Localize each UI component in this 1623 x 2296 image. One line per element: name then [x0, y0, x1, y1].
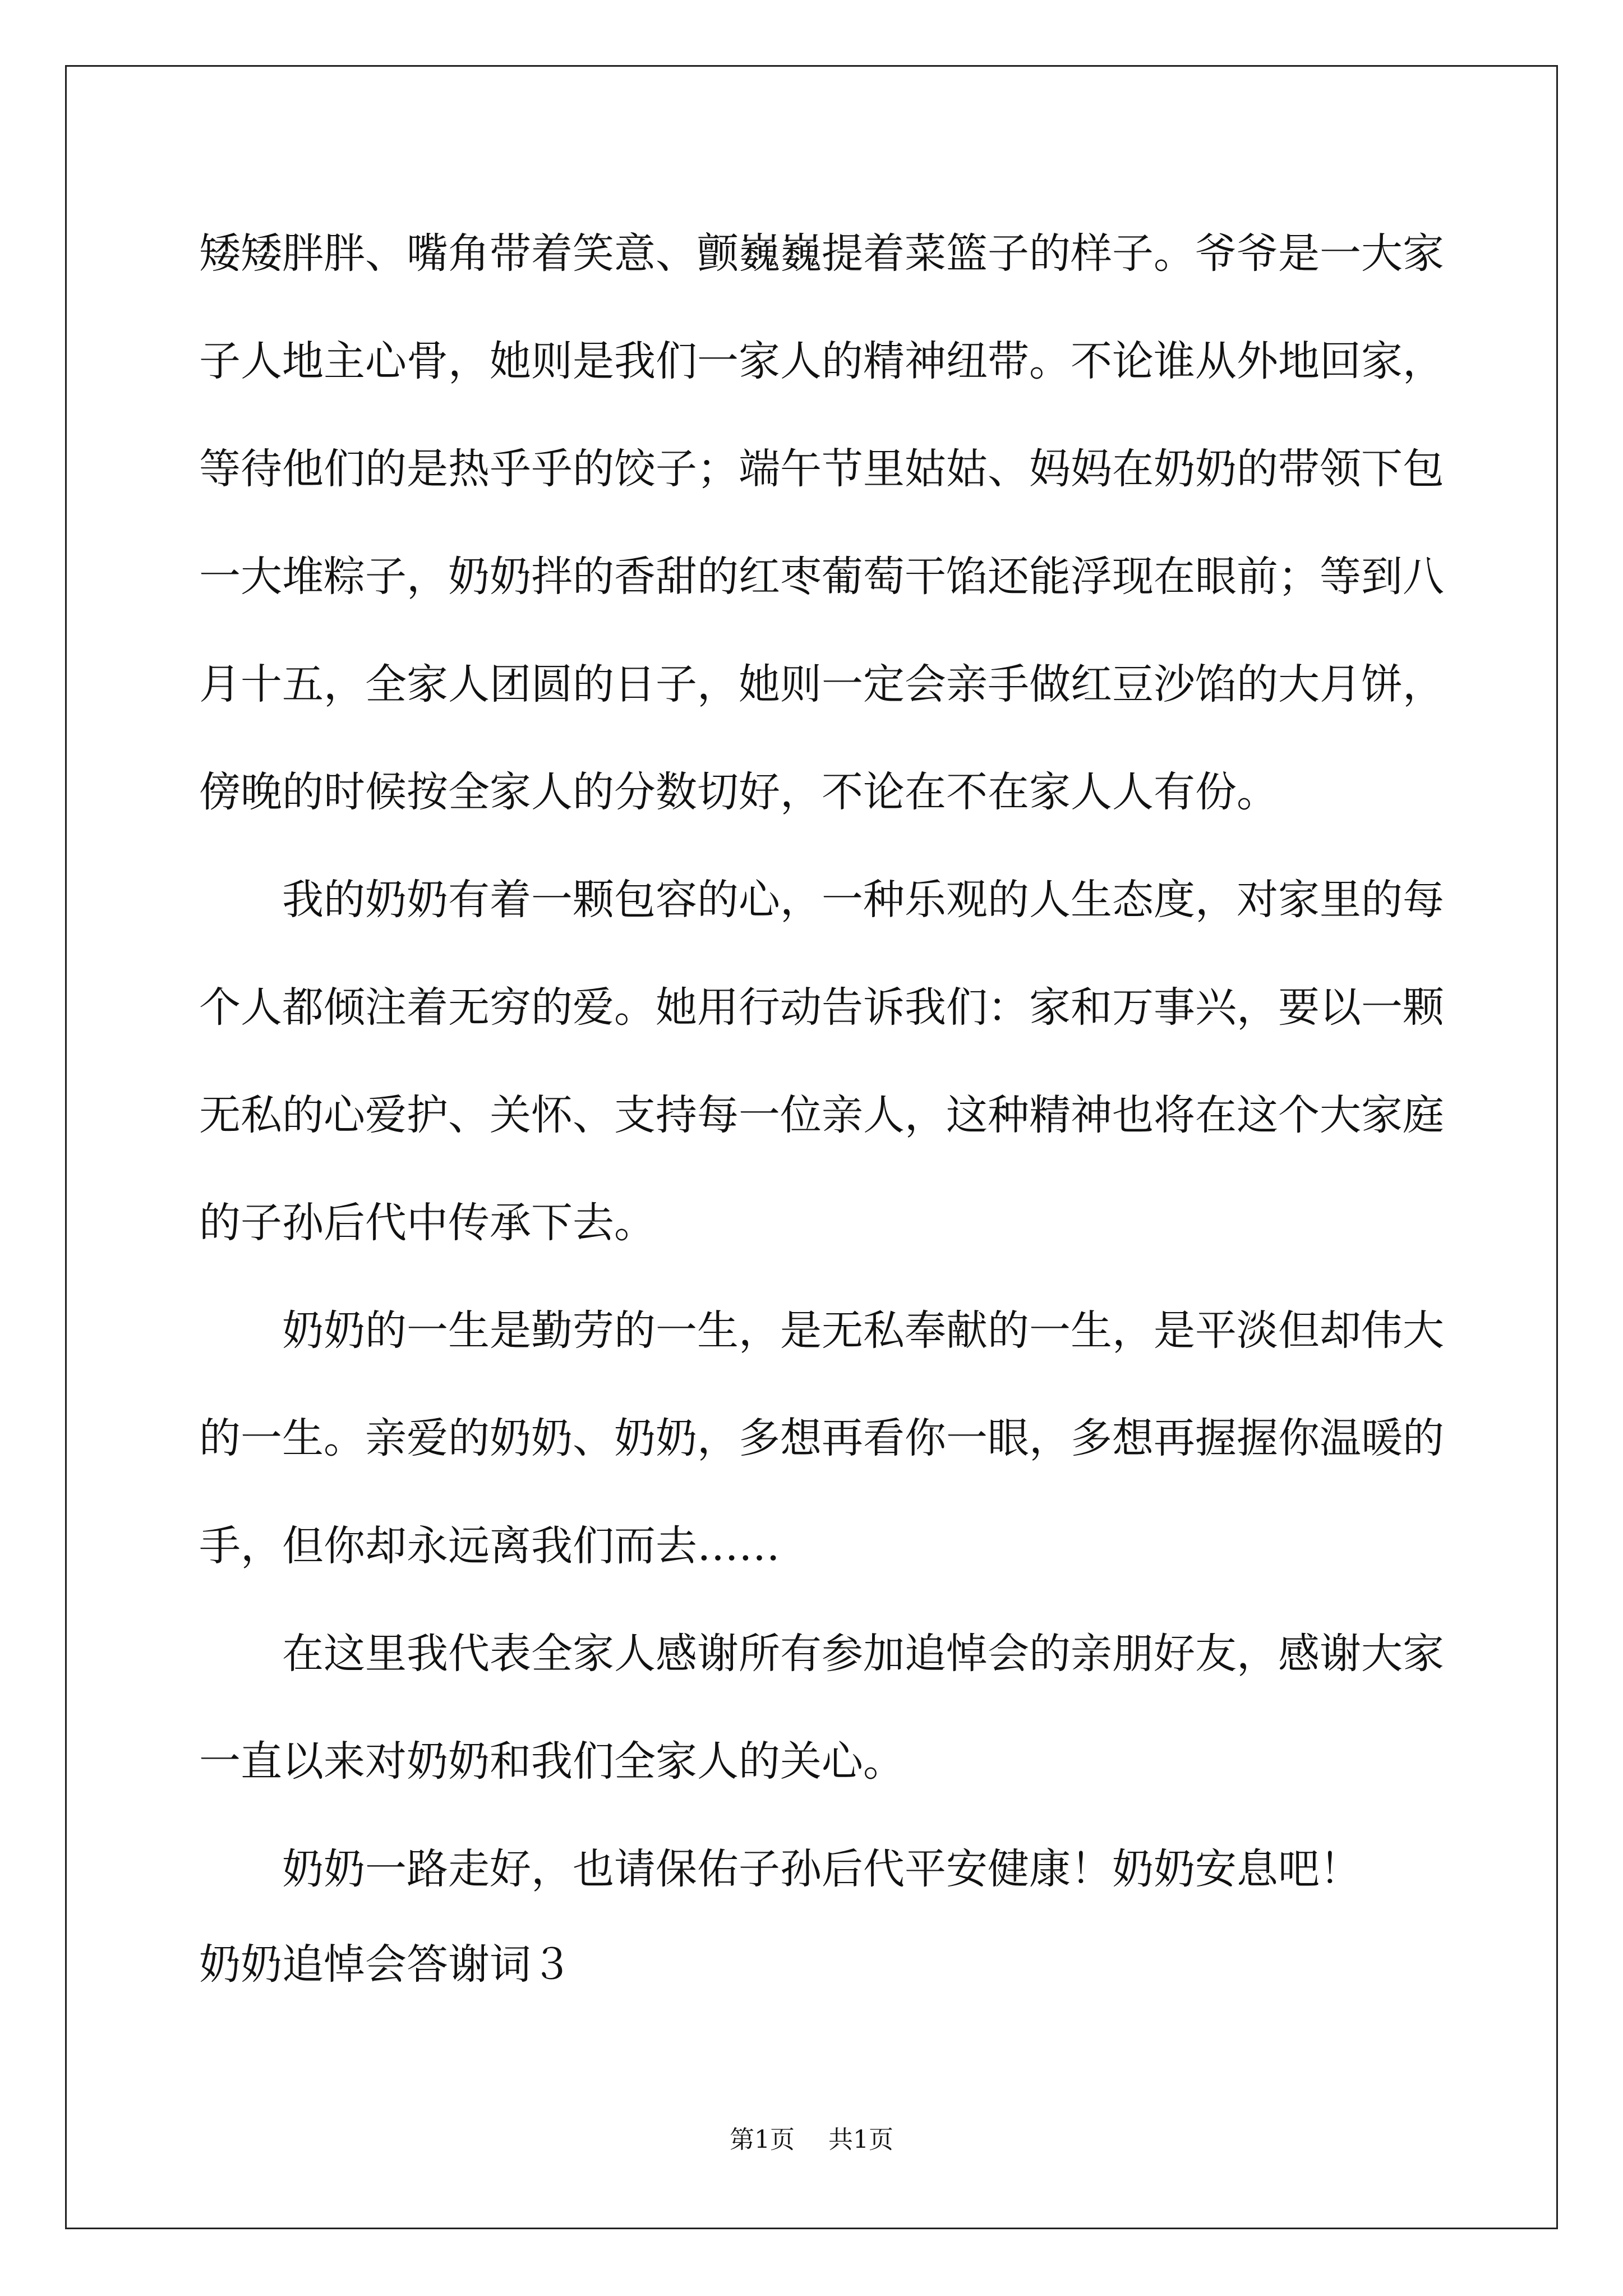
paragraph-1-line-5: 月十五，全家人团圆的日子，她则一定会亲手做红豆沙馅的大月饼，: [199, 660, 1444, 708]
paragraph-1-line-1: 矮矮胖胖、嘴角带着笑意、颤巍巍提着菜篮子的样子。爷爷是一大家: [199, 229, 1444, 278]
paragraph-5-line-1: 奶奶一路走好，也请保佑子孙后代平安健康！奶奶安息吧！: [199, 1845, 1361, 1893]
section-heading: 奶奶追悼会答谢词３: [199, 1940, 573, 1989]
paragraph-3-line-3: 手，但你却永远离我们而去……: [199, 1522, 780, 1570]
paragraph-2-line-1: 我的奶奶有着一颗包容的心，一种乐观的人生态度，对家里的每: [199, 876, 1444, 924]
paragraph-4-line-2: 一直以来对奶奶和我们全家人的关心。: [199, 1737, 905, 1786]
paragraph-1-line-2: 子人地主心骨，她则是我们一家人的精神纽带。不论谁从外地回家，: [199, 337, 1444, 385]
paragraph-2-line-4: 的子孙后代中传承下去。: [199, 1199, 656, 1247]
paragraph-3-line-2: 的一生。亲爱的奶奶、奶奶，多想再看你一眼，多想再握握你温暖的: [199, 1414, 1444, 1462]
paragraph-1-line-3: 等待他们的是热乎乎的饺子；端午节里姑姑、妈妈在奶奶的带领下包: [199, 445, 1444, 493]
paragraph-1-line-4: 一大堆粽子，奶奶拌的香甜的红枣葡萄干馅还能浮现在眼前；等到八: [199, 553, 1444, 601]
paragraph-1-line-6: 傍晚的时候按全家人的分数切好，不论在不在家人人有份。: [199, 768, 1278, 816]
page-number-current: 第1页: [730, 2125, 795, 2154]
paragraph-3-line-1: 奶奶的一生是勤劳的一生，是无私奉献的一生，是平淡但却伟大: [199, 1306, 1444, 1355]
page-number-total: 共1页: [828, 2125, 893, 2154]
paragraph-4-line-1: 在这里我代表全家人感谢所有参加追悼会的亲朋好友，感谢大家: [199, 1630, 1444, 1678]
page-footer: [0, 2123, 1623, 2157]
paragraph-2-line-2: 个人都倾注着无穷的爱。她用行动告诉我们：家和万事兴，要以一颗: [199, 983, 1444, 1032]
paragraph-2-line-3: 无私的心爱护、关怀、支持每一位亲人，这种精神也将在这个大家庭: [199, 1091, 1444, 1139]
